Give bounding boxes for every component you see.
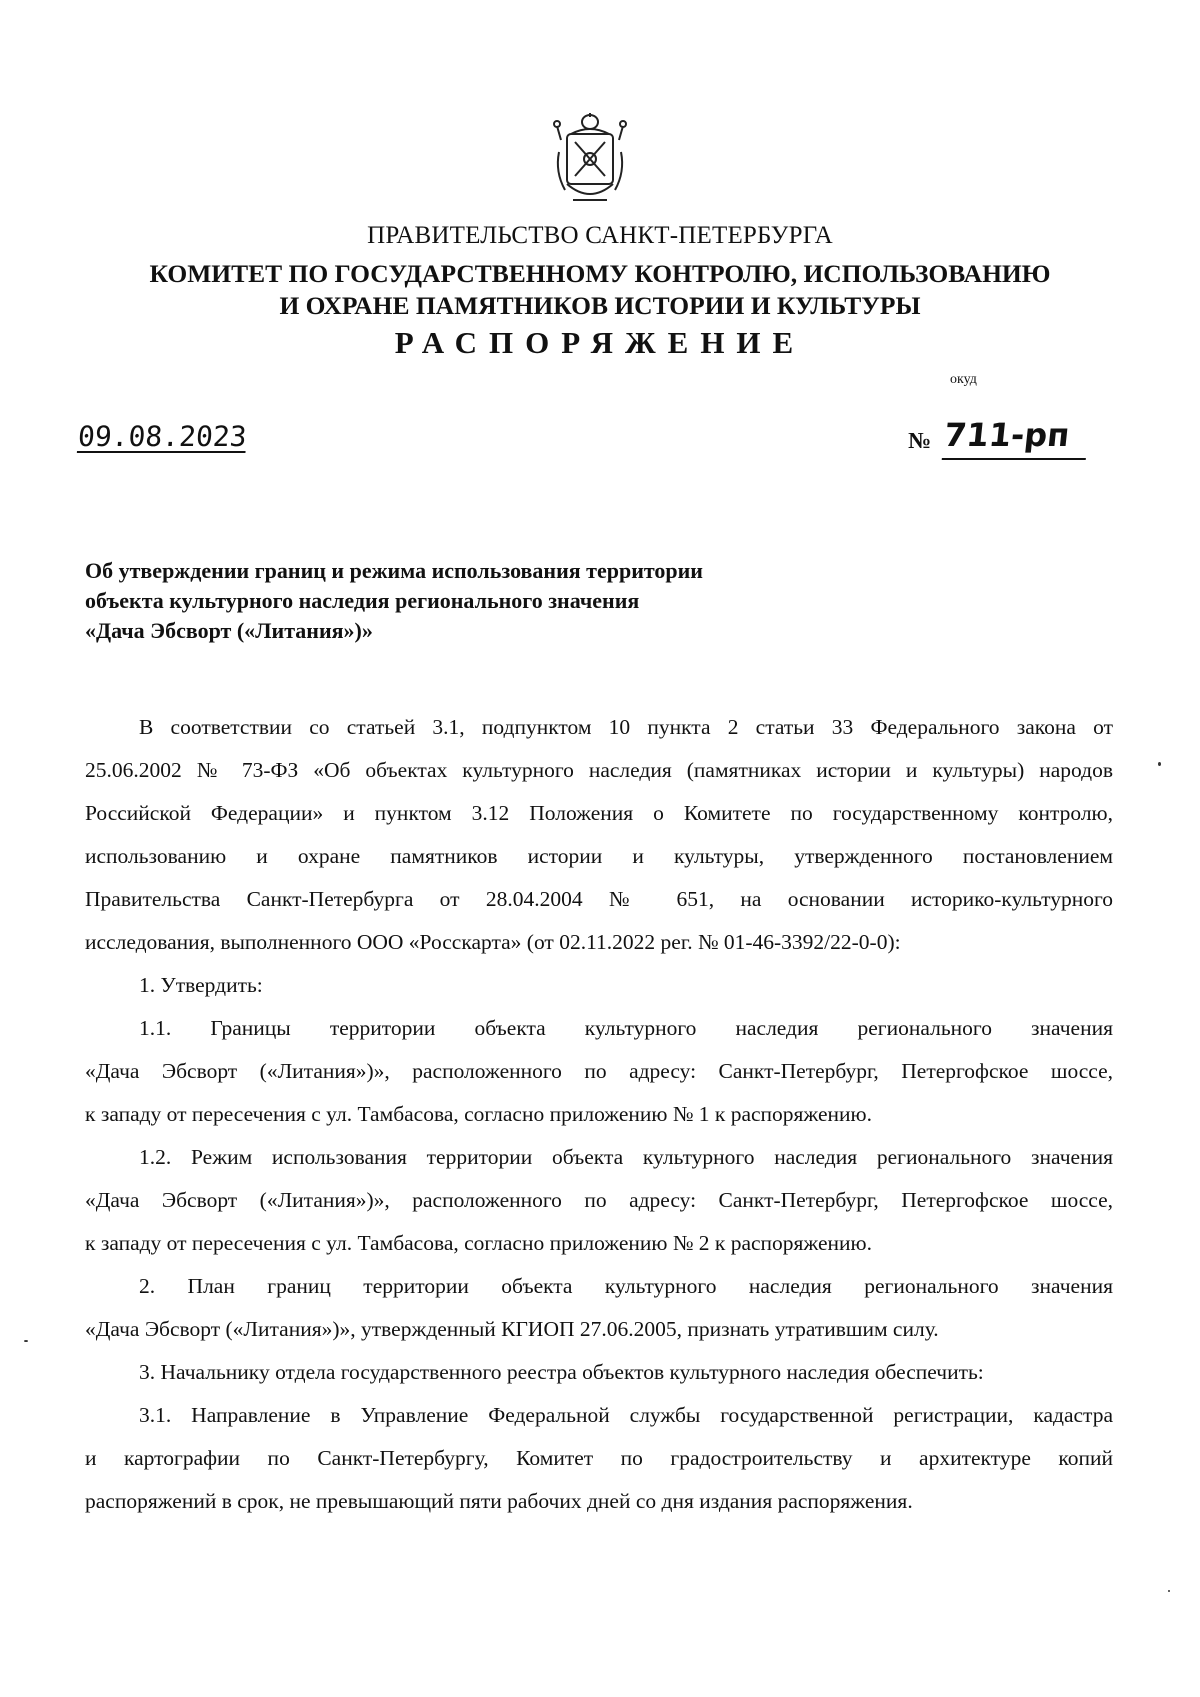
scan-speck — [24, 1340, 28, 1342]
committee-name-line-2: И ОХРАНЕ ПАМЯТНИКОВ ИСТОРИИ И КУЛЬТУРЫ — [279, 291, 921, 320]
scan-speck — [1158, 762, 1161, 766]
body-line: 2. План границ территории объекта культурного наследия регионального значения — [139, 1274, 1113, 1298]
document-type-title: РАСПОРЯЖЕНИЕ — [394, 325, 806, 360]
body-line: к западу от пересечения с ул. Тамбасова, согласно приложению № 1 к распоряжению. — [85, 1102, 872, 1126]
subject-line: Об утверждении границ и режима использования территории — [85, 558, 703, 583]
order-number-label: № — [908, 428, 932, 453]
body-line: 1.1. Границы территории объекта культурного наследия регионального значения — [139, 1016, 1113, 1040]
body-line: Правительства Санкт-Петербурга от 28.04.2004 № 651, на основании историко-культурного — [85, 887, 1113, 911]
body-line: «Дача Эбсворт («Литания»)», расположенного по адресу: Санкт-Петербург, Петергофское шоссе, — [85, 1188, 1113, 1212]
body-line: к западу от пересечения с ул. Тамбасова, согласно приложению № 2 к распоряжению. — [85, 1231, 872, 1255]
committee-name-line-1: КОМИТЕТ ПО ГОСУДАРСТВЕННОМУ КОНТРОЛЮ, ИСПОЛЬЗОВАНИЮ — [149, 259, 1051, 288]
government-name: ПРАВИТЕЛЬСТВО САНКТ-ПЕТЕРБУРГА — [367, 222, 833, 249]
order-body — [85, 706, 1113, 1523]
subject-line: «Дача Эбсворт («Литания»)» — [85, 618, 373, 643]
order-number: 711-рп — [942, 416, 1091, 460]
body-line: распоряжений в срок, не превышающий пяти рабочих дней со дня издания распоряжения. — [85, 1489, 913, 1513]
okud-label: окуд — [950, 372, 977, 387]
body-line: 1.2. Режим использования территории объекта культурного наследия регионального значения — [139, 1145, 1113, 1169]
body-line: 3.1. Направление в Управление Федеральной службы государственной регистрации, кадастра — [139, 1403, 1113, 1427]
body-line: В соответствии со статьей 3.1, подпунктом 10 пункта 2 статьи 33 Федерального закона от — [139, 715, 1113, 739]
body-line: 3. Начальнику отдела государственного реестра объектов культурного наследия обеспечить: — [139, 1360, 984, 1384]
body-line: «Дача Эбсворт («Литания»)», утвержденный КГИОП 27.06.2005, признать утратившим силу. — [85, 1317, 939, 1341]
body-line: исследования, выполненного ООО «Росскарта» (от 02.11.2022 рег. № 01-46-3392/22-0-0): — [85, 930, 901, 954]
body-line: 1. Утвердить: — [139, 973, 263, 997]
order-subject — [85, 556, 703, 646]
subject-line: объекта культурного наследия регионального значения — [85, 588, 640, 613]
scan-speck — [1168, 1590, 1170, 1592]
body-line: и картографии по Санкт-Петербургу, Комитет по градостроительству и архитектуре копий — [85, 1446, 1113, 1470]
body-line: Российской Федерации» и пунктом 3.12 Положения о Комитете по государственному контролю, — [85, 801, 1113, 825]
coat-of-arms-emblem — [553, 112, 627, 208]
body-line: 25.06.2002 № 73-ФЗ «Об объектах культурного наследия (памятниках истории и культуры) народов — [85, 758, 1113, 782]
order-date: 09.08.2023 — [76, 420, 248, 453]
body-line: использованию и охране памятников истории и культуры, утвержденного постановлением — [85, 844, 1113, 868]
body-line: «Дача Эбсворт («Литания»)», расположенного по адресу: Санкт-Петербург, Петергофское шоссе, — [85, 1059, 1113, 1083]
